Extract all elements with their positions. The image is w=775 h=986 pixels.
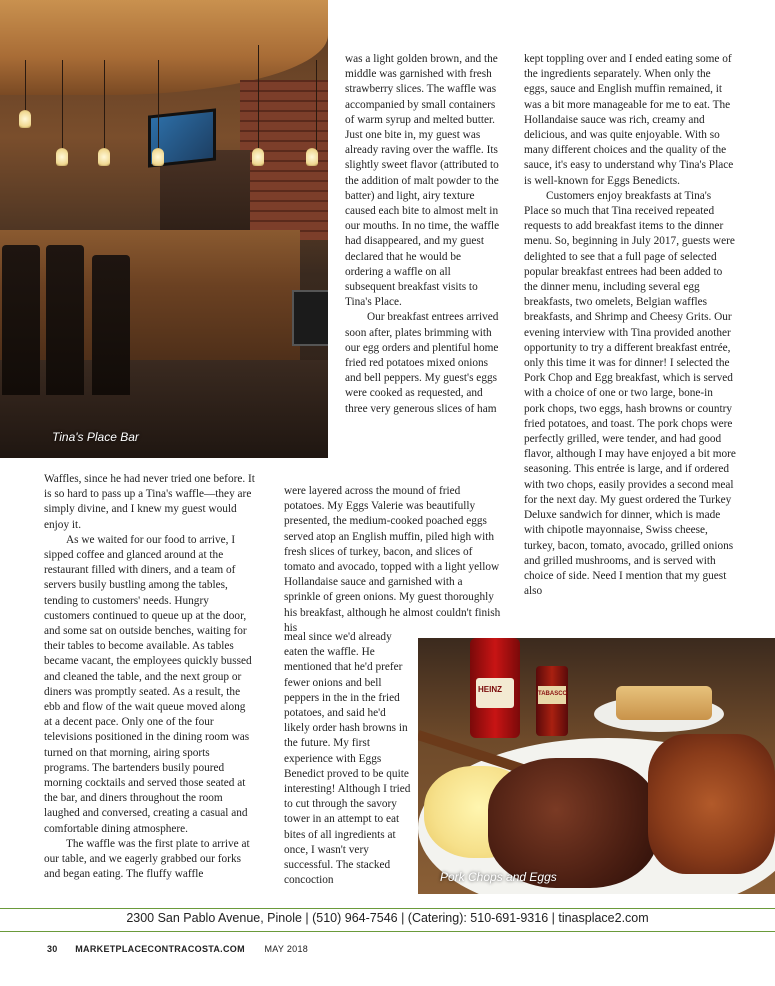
column-2-bottom [284,630,412,888]
ketchup-label: HEINZ [478,685,502,694]
article-paragraph: As we waited for our food to arrive, I sipped coffee and glanced around at the restaurant filled with diners, and a team of servers busily bustling among the tables, tending to customers' needs. Hungry customers continued to queue up at the door, and some sat on outside benches, waiting for their tables to become available. As tables became vacant, the employees quickly bussed and cleaned the table, and the next group or diners was promptly seated. As a result, the ebb and flow of the wait queue moved along at a decent pace. Only one of the four televisions positioned in the dining room was turned on that morning, airing sports programs. The bartenders busily poured morning cocktails and served those seated at the bar, and diners throughout the room laughed and conversed, creating a casual and comfortable dining atmosphere. [44,533,252,835]
pork-chops [488,758,658,888]
column-1 [44,472,256,882]
folio [47,944,308,954]
site-name: MARKETPLACECONTRACOSTA.COM [75,944,245,954]
article-paragraph: meal since we'd already eaten the waffle. He mentioned that he'd prefer fewer onions and bell peppers in the in the fried potatoes, and said he'd likely order hash browns in the future. My first experience with Eggs Benedict proved to be quite interesting! Although I tried to cut through the savory tower in an attempt to eat bites of all ingredients at once, I wasn't very successful. The stacked concoction [284,631,411,887]
article-paragraph: Waffles, since he had never tried one before. It is so hard to pass up a Tina's waffle—they are simply divine, and I knew my guest would enjoy it. [44,473,255,531]
article-paragraph: kept toppling over and I ended eating some of the ingredients separately. When only the eggs, sauce and English muffin remained, it was a bit more manageable for me to eat. The Hollandaise sauce was rich, creamy and delicious, and was quite enjoyable. With so many different choices and the quality of the sauce, it's easy to understand why Tina's Place is well-known for Eggs Benedicts. [524,53,734,187]
page-number: 30 [47,944,58,954]
bar-photo-caption: Tina's Place Bar [52,430,139,444]
article-paragraph: Our breakfast entrees arrived soon after, plates brimming with our egg orders and plentiful home fried red potatoes mixed onions and bell peppers. My guest's eggs were cooked as requested, and three very generous slices of ham [345,311,499,415]
potatoes [648,734,775,874]
footer-contact: 2300 San Pablo Avenue, Pinole | (510) 964-7546 | (Catering): 510-691-9316 | tinasplace2.com [126,911,649,925]
bar-photo [0,0,328,458]
article-paragraph: were layered across the mound of fried potatoes. My Eggs Valerie was beautifully presented, the medium-cooked poached eggs served atop an English muffin, piled high with fresh slices of turkey, bacon, and slices of tomato and avocado, topped with a light yellow Hollandaise sauce and garnished with a sprinkle of green onions. My guest thoroughly his breakfast, although he almost couldn't finish his [284,485,501,634]
food-photo [418,638,775,894]
food-photo-caption: Pork Chops and Eggs [440,870,557,884]
column-2-middle [284,484,501,636]
article-paragraph: The waffle was the first plate to arrive at our table, and we eagerly grabbed our forks and began eating. The fluffy waffle [44,837,250,881]
issue-date: MAY 2018 [264,944,309,954]
toast [616,686,712,720]
footer-rule-bottom [0,931,775,932]
column-2-top [345,52,500,417]
article-paragraph: was a light golden brown, and the middle was garnished with fresh strawberry slices. The waffle was accompanied by small containers of warm syrup and melted butter. Just one bite in, my guest was already raving over the waffle. Its slightly sweet flavor (attributed to the addition of malt powder to the batter) and light, airy texture caused each bite to almost melt in our mouths. In no time, the waffle had disappeared, and my guest declared that he would be ordering a waffle on all subsequent breakfast visits to Tina's Place. [345,53,500,309]
footer-rule [0,908,775,909]
article-paragraph: Customers enjoy breakfasts at Tina's Place so much that Tina received repeated requests to add breakfast items to the dinner menu. So, beginning in July 2017, guests were delighted to see that a full page of selected popular breakfast entrees had been added to the dinner menu, including several egg breakfasts, two omelets, Belgian waffles breakfasts, and Shrimp and Cheesy Grits. Our evening interview with Tina provided another opportunity to try a different breakfast entrée, only this time it was for dinner! I selected the Pork Chop and Egg breakfast, which is served with a choice of one or two large, bone-in pork chops, two eggs, hash browns or country fried potatoes, and toast. The pork chops were perfectly grilled, were tender, and had good flavor, although I may have enjoyed a bit more seasoning. This entrée is large, and if ordered with two chops, easily provides a second meal for the next day. My guest ordered the Turkey Deluxe sandwich for dinner, which is made with chipotle mayonnaise, Swiss cheese, turkey, bacon, tomato, avocado, grilled onions and grilled mushrooms, and is served with choice of side. Need I mention that my guest also [524,189,736,598]
column-3 [524,52,736,599]
hot-sauce-label: TABASCO [538,691,568,697]
